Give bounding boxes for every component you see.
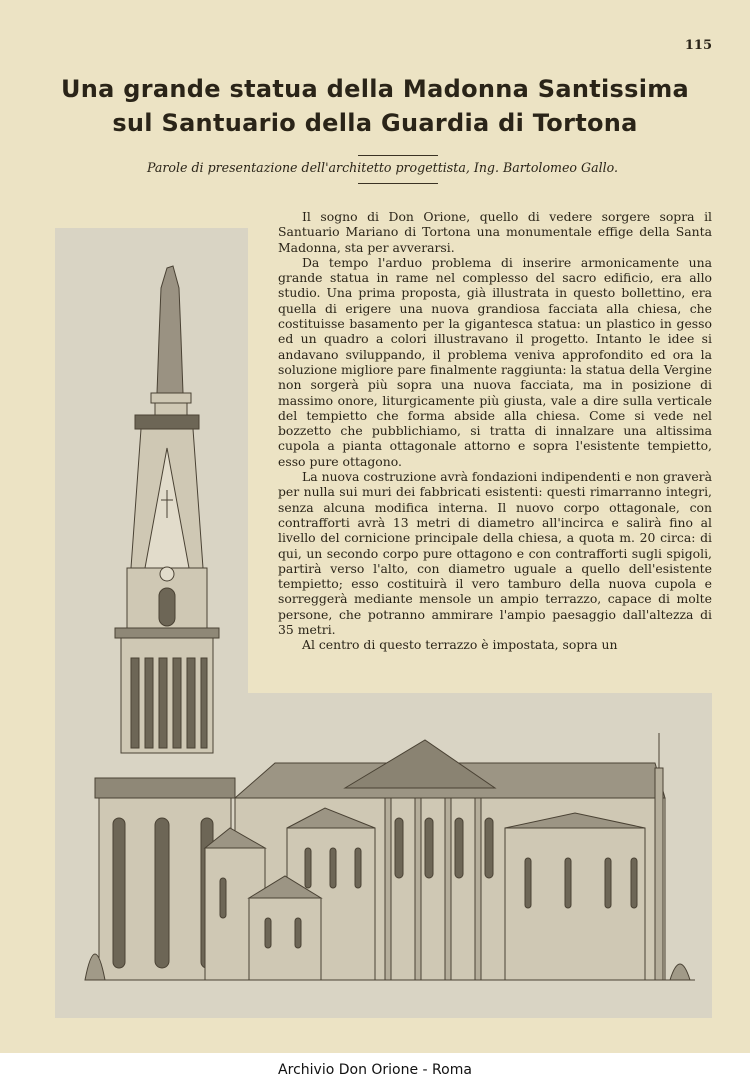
paragraph-3: La nuova costruzione avrà fondazioni indipendenti e non graverà per nulla sui muri dei fabbricati esistenti: questi rimarranno integri, senza alcuna modifica interna. Il nuovo corpo ottagonale, con contrafforti avrà 13 metri di diametro all'incirca e salirà fino al livello del cornicione principale della chiesa, a quota m. 20 circa: di qui, un secondo corpo pure ottagono e con contrafforti sugli spigoli, partirà verso l'alto, con diametro uguale a quello dell'esistente tempietto; esso costituirà il vero tamburo della nuova cupola e sorreggerà mediante mensole un ampio terrazzo, capace di molte persone, che potranno ammirare l'ampio paesaggio dall'altezza di 35 metri. (278, 469, 712, 638)
title-line-2: sul Santuario della Guardia di Tortona (112, 109, 638, 137)
paragraph-4: Al centro di questo terrazzo è impostata, sopra un (302, 637, 618, 653)
title-line-1: Una grande statua della Madonna Santissima (60, 75, 690, 103)
article-body (278, 209, 712, 653)
divider-top (358, 155, 438, 156)
paragraph-1: Il sogno di Don Orione, quello di vedere sorgere sopra il Santuario Mariano di Tortona una monumentale effige della Santa Madonna, sta per avverarsi. (278, 209, 712, 255)
paragraph-2: Da tempo l'arduo problema di inserire armonicamente una grande statua in rame nel complesso del sacro edificio, era allo studio. Una prima proposta, già illustrata in questo bollettino, era quella di erigere una nuova grandiosa facciata alla chiesa, che costituisse basamento per la gigantesca statua: un plastico in gesso ed un quadro a colori illustravano il progetto. Intanto le idee si andavano sviluppando, il problema veniva approfondito ed ora la soluzione migliore pare finalmente raggiunta: la statua della Vergine non sorgerà più sopra una nuova facciata, ma in posizione di massimo onore, liturgicamente più giusta, vale a dire sulla verticale del tempietto che forma abside alla chiesa. Come si vede nel bozzetto che pubblichiamo, si tratta di innalzare una altissima cupola a pianta ottagonale attorno e sopra l'esistente tempietto, esso pure ottagono. (278, 254, 712, 469)
page-number: 115 (684, 38, 712, 53)
article-subtitle: Parole di presentazione dell'architetto progettista, Ing. Bartolomeo Gallo. (146, 160, 619, 175)
article-title (0, 72, 750, 140)
archive-footer: Archivio Don Orione - Roma (0, 1053, 750, 1087)
divider-bottom (358, 183, 438, 184)
